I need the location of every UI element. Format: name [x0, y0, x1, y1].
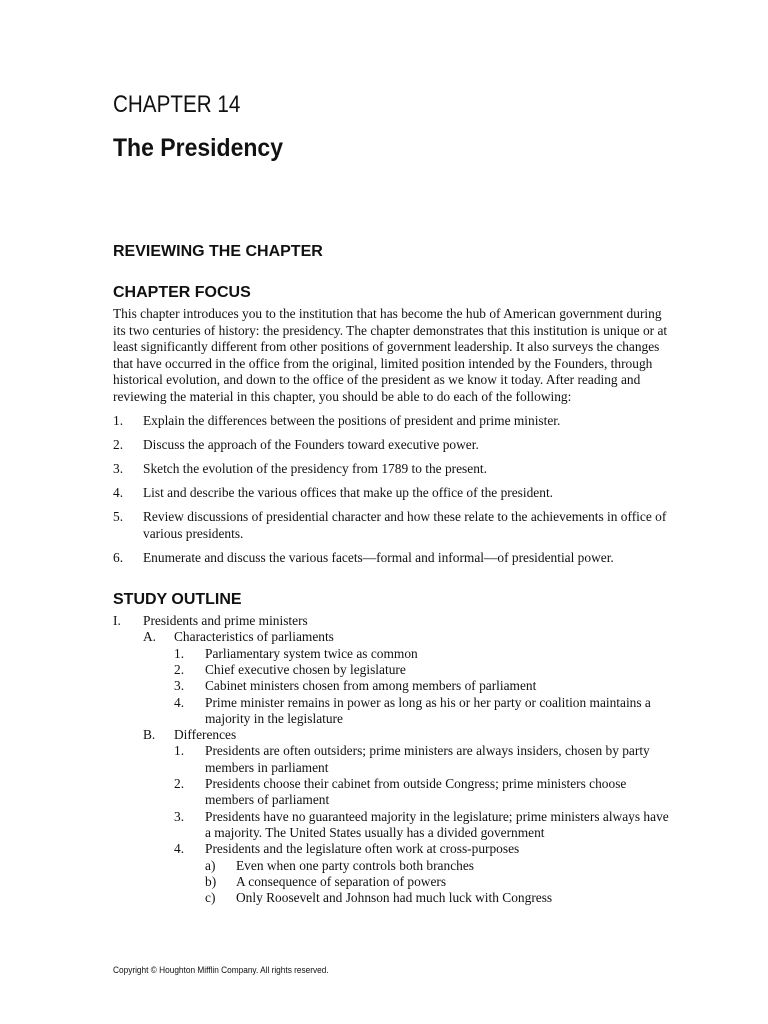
objective-text: various presidents.: [143, 525, 244, 541]
outline-marker: 1.: [174, 743, 185, 759]
outline-text: Prime minister remains in power as long as his or her party or coalition maintains a: [205, 694, 651, 710]
focus-line: least significantly different from other positions of government leadership. It also surveys the changes: [113, 339, 660, 355]
objective-text: List and describe the various offices that make up the office of the president.: [143, 485, 554, 500]
objective-number: 4.: [113, 485, 124, 500]
outline-text: Parliamentary system twice as common: [205, 645, 418, 661]
outline-text: Presidents are often outsiders; prime ministers are always insiders, chosen by party: [205, 743, 650, 759]
outline-text: Presidents have no guaranteed majority in the legislature; prime ministers always have: [205, 808, 669, 824]
outline-marker: 4.: [174, 841, 185, 857]
objective-text: Sketch the evolution of the presidency from 1789 to the present.: [143, 461, 487, 476]
objective-text: Explain the differences between the positions of president and prime minister.: [143, 413, 561, 428]
objective-number: 3.: [113, 461, 124, 476]
objective-text: Discuss the approach of the Founders toward executive power.: [143, 437, 479, 452]
outline-marker: 2.: [174, 661, 185, 677]
outline-text: Cabinet ministers chosen from among members of parliament: [205, 678, 537, 694]
focus-line: its two centuries of history: the presidency. The chapter demonstrates that this institution is unique or at: [113, 322, 668, 338]
outline-text: majority in the legislature: [205, 710, 343, 726]
section-heading-focus: CHAPTER FOCUS: [113, 284, 251, 301]
outline-text: Characteristics of parliaments: [174, 629, 334, 645]
outline-text: Differences: [174, 727, 237, 743]
outline-text: members of parliament: [205, 792, 330, 808]
outline-marker: b): [205, 873, 217, 889]
section-heading-reviewing: REVIEWING THE CHAPTER: [113, 243, 323, 260]
outline-marker: I.: [113, 613, 121, 628]
outline-text: members in parliament: [205, 759, 329, 775]
outline-marker: 3.: [174, 678, 185, 694]
outline-text: Presidents choose their cabinet from outside Congress; prime ministers choose: [205, 776, 627, 791]
objective-number: 2.: [113, 437, 124, 452]
outline-text: Presidents and prime ministers: [143, 613, 308, 628]
objective-number: 6.: [113, 550, 124, 565]
outline-marker: B.: [143, 727, 156, 743]
outline-marker: 2.: [174, 776, 185, 791]
objective-text: Enumerate and discuss the various facets—formal and informal—of presidential power.: [143, 550, 614, 565]
chapter-number: CHAPTER 14: [113, 91, 241, 118]
outline-text: Even when one party controls both branches: [236, 857, 474, 873]
outline-marker: c): [205, 890, 216, 906]
focus-paragraph: [113, 306, 688, 406]
outline-text: Chief executive chosen by legislature: [205, 661, 406, 677]
outline-text: Presidents and the legislature often work at cross-purposes: [205, 841, 520, 857]
outline-marker: 3.: [174, 808, 185, 824]
outline-text: Only Roosevelt and Johnson had much luck with Congress: [236, 890, 553, 906]
outline-marker: 4.: [174, 694, 185, 710]
outline-marker: a): [205, 857, 216, 873]
objective-text: Review discussions of presidential character and how these relate to the achievements in office of: [143, 509, 667, 524]
copyright-footer: Copyright © Houghton Mifflin Company. All rights reserved.: [113, 965, 329, 975]
objective-number: 1.: [113, 413, 124, 428]
focus-line: historical evolution, and down to the office of the president as we know it today. After reading and: [113, 372, 641, 388]
focus-line: This chapter introduces you to the institution that has become the hub of American government during: [113, 306, 662, 321]
outline-marker: A.: [143, 629, 157, 645]
outline-text: A consequence of separation of powers: [236, 873, 447, 889]
chapter-title: The Presidency: [113, 134, 284, 162]
section-heading-outline: STUDY OUTLINE: [113, 591, 242, 608]
objective-number: 5.: [113, 509, 124, 524]
focus-line: reviewing the material in this chapter, you should be able to do each of the following:: [113, 388, 572, 404]
outline-marker: 1.: [174, 645, 185, 661]
outline-text: a majority. The United States usually has a divided government: [205, 824, 545, 840]
focus-line: that have occurred in the office from the original, limited position intended by the Founders, through: [113, 355, 653, 371]
